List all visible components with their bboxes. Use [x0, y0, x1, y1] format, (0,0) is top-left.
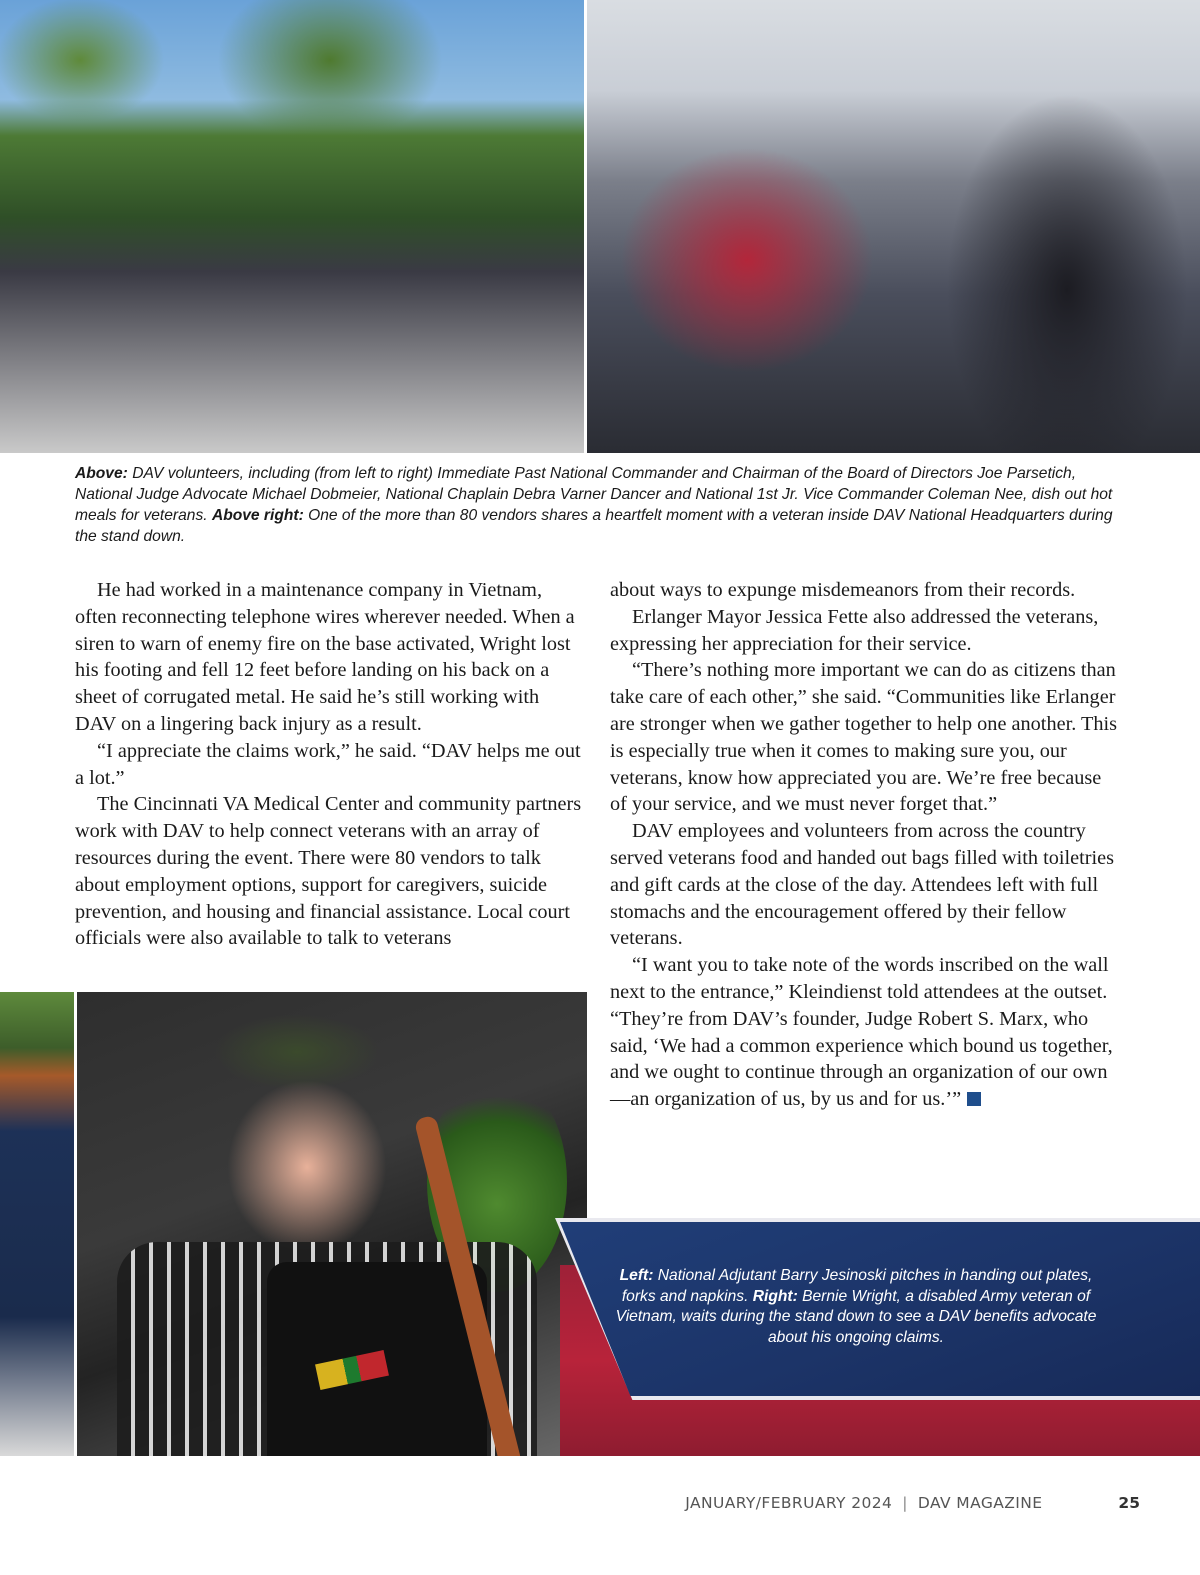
- paragraph: Erlanger Mayor Jessica Fette also addressed the veterans, expressing her appreciation for their service.: [610, 605, 1099, 655]
- caption-top: [75, 463, 1135, 547]
- photo-vendor-greeting-veteran: [587, 0, 1200, 453]
- footer-separator: |: [902, 1494, 908, 1512]
- caption-top-lead-above: Above:: [75, 465, 128, 482]
- page-footer: [685, 1494, 1140, 1512]
- paragraph: DAV employees and volunteers from across the country served veterans food and handed out bags filled with toiletries and gift cards at the close of the day. Attendees left with full stomachs and the encouragement offered by their fellow veterans.: [610, 820, 1115, 950]
- footer-magazine-name: DAV MAGAZINE: [917, 1494, 1043, 1512]
- footer-issue-date: JANUARY/FEBRUARY 2024: [685, 1494, 893, 1512]
- caption-bottom: [606, 1266, 1106, 1348]
- paragraph: He had worked in a maintenance company in Vietnam, often reconnecting telephone wires wherever needed. When a siren to warn of enemy fire on the base activated, Wright lost his footing and fell 12 feet before landing on his back on a sheet of corrugated metal. He said he’s still working with DAV on a lingering back injury as a result.: [75, 579, 575, 735]
- paragraph: The Cincinnati VA Medical Center and community partners work with DAV to help connect veterans with an array of resources during the event. There were 80 vendors to talk about employment options, support for caregivers, suicide prevention, and housing and financial assistance. Local court officials were also available to talk to veterans: [75, 793, 582, 950]
- article-column-left: [75, 577, 585, 952]
- caption-bottom-text-right: Bernie Wright, a disabled Army veteran of Vietnam, waits during the stand down to see a DAV benefits advocate about his ongoing claims.: [615, 1287, 1097, 1346]
- caption-bottom-lead-right: Right:: [752, 1287, 798, 1305]
- page-number: 25: [1118, 1494, 1140, 1512]
- paragraph-continued: about ways to expunge misdemeanors from their records.: [610, 579, 1076, 601]
- caption-top-text-above-right: One of the more than 80 vendors shares a heartfelt moment with a veteran inside DAV National Headquarters during the stand down.: [75, 507, 1113, 545]
- paragraph: “There’s nothing more important we can do as citizens than take care of each other,” she said. “Communities like Erlanger are stronger when we gather together to help one another. This is especially true when it comes to making sure you, our veterans, know how appreciated you are. We’re free because of your service, and we must never forget that.”: [610, 659, 1118, 816]
- paragraph-final: [610, 952, 1122, 1113]
- article-column-right: [610, 577, 1122, 1113]
- paragraph-final-text: “I want you to take note of the words inscribed on the wall next to the entrance,” Kleindienst told attendees at the outset. “They’re from DAV’s founder, Judge Robert S. Marx, who said, ‘We had a common experience which bound us together, and we ought to continue through an organization of our own—an organization of us, by us and for us.’”: [610, 954, 1113, 1111]
- photo-volunteers-serving-meals: [0, 0, 584, 453]
- caption-bottom-text-left: National Adjutant Barry Jesinoski pitches in handing out plates, forks and napkins.: [621, 1267, 1093, 1305]
- caption-bottom-lead-left: Left:: [619, 1267, 654, 1284]
- caption-top-lead-above-right: Above right:: [211, 507, 304, 524]
- photo-adjutant-handing-plates: [0, 992, 74, 1456]
- photo-veteran-with-cane: [77, 992, 587, 1456]
- end-of-article-mark: [967, 1092, 981, 1106]
- paragraph: “I appreciate the claims work,” he said. “DAV helps me out a lot.”: [75, 739, 581, 789]
- caption-top-text-above: DAV volunteers, including (from left to right) Immediate Past National Commander and Chairman of the Board of Directors Joe Parsetich, National Judge Advocate Michael Dobmeier, National Chaplain Debra Varner Dancer and National 1st Jr. Vice Commander Coleman Nee, dish out hot meals for veterans.: [75, 465, 1113, 524]
